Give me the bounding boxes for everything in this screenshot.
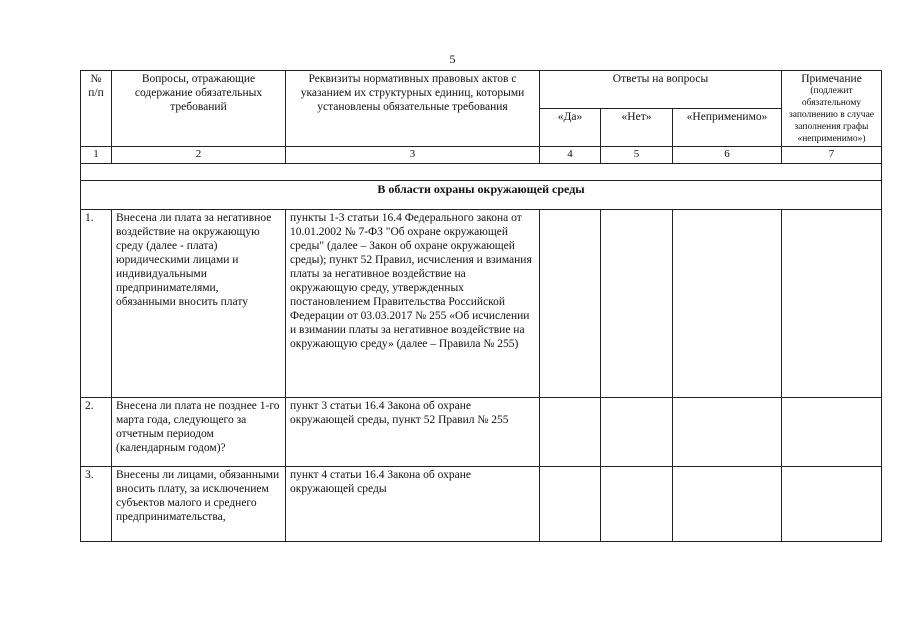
page-number: 5 <box>449 52 456 66</box>
note-cell[interactable] <box>782 466 882 541</box>
row-acts: пункт 3 статьи 16.4 Закона об охране окружающей среды, пункт 52 Правил № 255 <box>286 397 540 466</box>
column-number: 7 <box>782 147 882 163</box>
answer-na-cell[interactable] <box>673 397 782 466</box>
column-number: 6 <box>673 147 782 163</box>
checklist-table <box>80 70 882 542</box>
note-cell[interactable] <box>782 397 882 466</box>
spacer-row <box>81 163 882 180</box>
header-note-title: Примечание <box>801 73 862 85</box>
answer-yes-cell[interactable] <box>540 397 601 466</box>
answer-no-cell[interactable] <box>601 209 673 397</box>
column-number: 5 <box>601 147 673 163</box>
row-number: 3. <box>81 466 112 541</box>
header-note-sub: (подлежит обязательному заполнению в случае заполнения графы «неприменимо») <box>788 86 874 144</box>
row-acts: пункт 4 статьи 16.4 Закона об охране окружающей среды <box>286 466 540 541</box>
answer-no-cell[interactable] <box>601 466 673 541</box>
row-question: Внесена ли плата за негативное воздействие на окружающую среду (далее - плата) юридическими лицами и индивидуальными предпринимателями, обязанными вносить плату <box>112 209 286 397</box>
spacer-cell <box>81 163 882 180</box>
header-num: № п/п <box>81 71 112 147</box>
answer-na-cell[interactable] <box>673 209 782 397</box>
answer-yes-cell[interactable] <box>540 209 601 397</box>
row-number: 2. <box>81 397 112 466</box>
row-question: Внесены ли лицами, обязанными вносить плату, за исключением субъектов малого и среднего предпринимательства, <box>112 466 286 541</box>
answer-yes-cell[interactable] <box>540 466 601 541</box>
header-no: «Нет» <box>601 109 673 147</box>
table-row <box>81 466 882 541</box>
column-number-row <box>81 147 882 163</box>
table-row <box>81 209 882 397</box>
header-questions: Вопросы, отражающие содержание обязательных требований <box>112 71 286 147</box>
header-answers: Ответы на вопросы <box>540 71 782 109</box>
column-number: 1 <box>81 147 112 163</box>
header-na: «Неприменимо» <box>673 109 782 147</box>
column-number: 3 <box>286 147 540 163</box>
row-acts: пункты 1-3 статьи 16.4 Федерального закона от 10.01.2002 № 7-ФЗ "Об охране окружающей среды" (далее – Закон об охране окружающей среды); пункт 52 Правил, исчисления и взимания платы за негативное воздействие на окружающую среду, утвержденных постановлением Правительства Российской Федерации от 03.03.2017 № 255 «Об исчислении и взимании платы за негативное воздействие на окружающую среду» (далее – Правила № 255) <box>286 209 540 397</box>
column-number: 2 <box>112 147 286 163</box>
section-row <box>81 180 882 209</box>
header-acts: Реквизиты нормативных правовых актов с указанием их структурных единиц, которыми установлены обязательные требования <box>286 71 540 147</box>
table-row <box>81 397 882 466</box>
answer-na-cell[interactable] <box>673 466 782 541</box>
row-number: 1. <box>81 209 112 397</box>
header-yes: «Да» <box>540 109 601 147</box>
section-title: В области охраны окружающей среды <box>81 180 882 209</box>
column-number: 4 <box>540 147 601 163</box>
note-cell[interactable] <box>782 209 882 397</box>
header-note <box>782 71 882 147</box>
header-row <box>81 71 882 109</box>
row-question: Внесена ли плата не позднее 1-го марта года, следующего за отчетным периодом (календарным годом)? <box>112 397 286 466</box>
answer-no-cell[interactable] <box>601 397 673 466</box>
